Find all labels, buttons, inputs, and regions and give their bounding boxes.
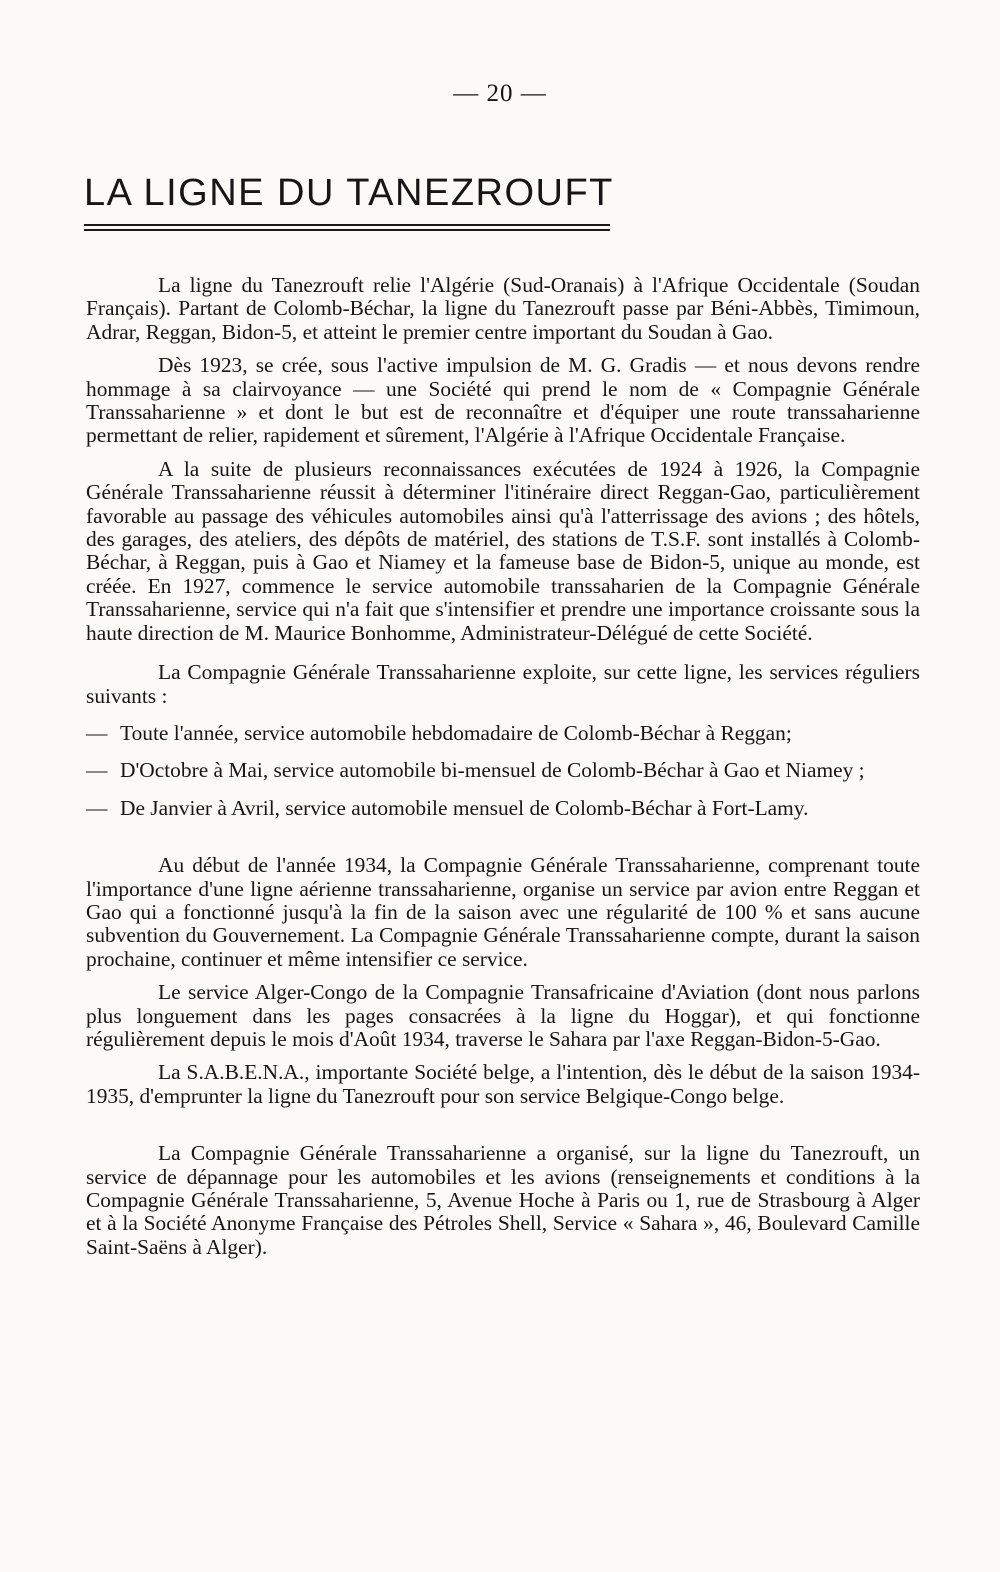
list-item-text: De Janvier à Avril, service automobile mensuel de Colomb-Béchar à Fort-Lamy. — [120, 795, 809, 820]
paragraph-air-service: Au début de l'année 1934, la Compagnie Générale Transsaharienne, comprenant toute l'importance d'une ligne aérienne transsaharienne, organise un service par avion entre Reggan et Gao qui a fonctionné jusqu'à la fin de la saison avec une régularité de 100 % et sans aucune subvention du Gouvernement. La Compagnie Générale Transsaharienne compte, durant la saison prochaine, continuer et même intensifier ce service. — [86, 853, 920, 971]
paragraph-depannage: La Compagnie Générale Transsaharienne a organisé, sur la ligne du Tanezrouft, un service de dépannage pour les automobiles et les avions (renseignements et conditions à la Compagnie Générale Transsaharienne, 5, Avenue Hoche à Paris ou 1, rue de Strasbourg à Alger et à la Société Anonyme Française des Pétroles Shell, Service « Sahara », 46, Boulevard Camille Saint-Saëns à Alger). — [86, 1141, 920, 1259]
article-body — [86, 274, 920, 1259]
list-item-text: Toute l'année, service automobile hebdomadaire de Colomb-Béchar à Reggan; — [120, 720, 792, 745]
page-number: — 20 — — [453, 80, 547, 107]
services-list — [86, 722, 920, 820]
list-dash: — — [86, 758, 108, 783]
list-dash: — — [86, 720, 108, 745]
paragraph-sabena: La S.A.B.E.N.A., importante Société belge, a l'intention, dès le début de la saison 1934-1935, d'emprunter la ligne du Tanezrouft pour son service Belgique-Congo belge. — [86, 1060, 920, 1108]
paragraph-company-founding: Dès 1923, se crée, sous l'active impulsion de M. G. Gradis — et nous devons rendre hommage à sa clairvoyance — une Société qui prend le nom de « Compagnie Générale Transsaharienne » et dont le but est de reconnaître et d'équiper une route transsaharienne permettant de relier, rapidement et sûrement, l'Algérie à l'Afrique Occidentale Française. — [86, 353, 920, 448]
paragraph-route-description: La ligne du Tanezrouft relie l'Algérie (Sud-Oranais) à l'Afrique Occidentale (Soudan Français). Partant de Colomb-Béchar, la ligne du Tanezrouft passe par Béni-Abbès, Timimoun, Adrar, Reggan, Bidon-5, et atteint le premier centre important du Soudan à Gao. — [86, 273, 920, 344]
paragraph-reconnaissances: A la suite de plusieurs reconnaissances exécutées de 1924 à 1926, la Compagnie Générale Transsaharienne réussit à déterminer l'itinéraire direct Reggan-Gao, particulièrement favorable au passage des véhicules automobiles ainsi qu'à l'atterrissage des avions ; des hôtels, des garages, des ateliers, des dépôts de matériel, des stations de T.S.F. sont installés à Colomb-Béchar, à Reggan, puis à Gao et Niamey et la fameuse base de Bidon-5, unique au monde, est créée. En 1927, commence le service automobile transsaharien de la Compagnie Générale Transsaharienne, service qui n'a fait que s'intensifier et prendre une importance croissante sous la haute direction de M. Maurice Bonhomme, Administrateur-Délégué de cette Société. — [86, 456, 920, 645]
list-dash: — — [86, 795, 108, 820]
title-double-rule — [84, 224, 610, 231]
paragraph-services-intro: La Compagnie Générale Transsaharienne exploite, sur cette ligne, les services réguliers suivants : — [86, 660, 920, 708]
paragraph-alger-congo: Le service Alger-Congo de la Compagnie Transafricaine d'Aviation (dont nous parlons plus longuement dans les pages consacrées à la ligne du Hoggar), et qui fonctionne régulièrement depuis le mois d'Août 1934, traverse le Sahara par l'axe Reggan-Bidon-5-Gao. — [86, 980, 920, 1051]
list-item — [86, 722, 920, 745]
list-item — [86, 797, 920, 820]
list-item — [86, 759, 920, 782]
page-title: LA LIGNE DU TANEZROUFT — [84, 172, 614, 214]
title-block — [84, 170, 614, 231]
list-item-text: D'Octobre à Mai, service automobile bi-mensuel de Colomb-Béchar à Gao et Niamey ; — [120, 758, 865, 783]
